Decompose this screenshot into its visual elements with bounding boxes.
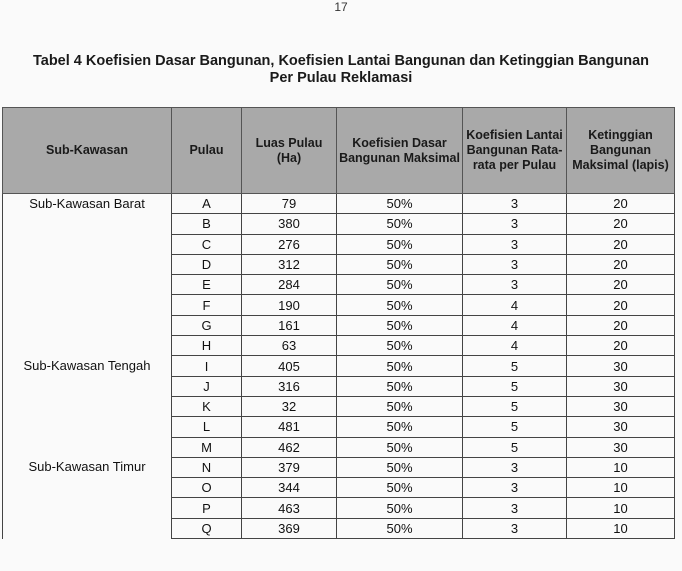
kdb-cell: 50% [337,518,463,538]
header-ketinggian: Ketinggian Bangunan Maksimal (lapis) [567,108,675,194]
klb-cell: 3 [463,457,567,477]
header-klb: Koefisien Lantai Bangunan Rata-rata per Pulau [463,108,567,194]
header-sub-kawasan: Sub-Kawasan [3,108,172,194]
klb-cell: 3 [463,275,567,295]
klb-cell: 3 [463,194,567,214]
pulau-cell: M [172,437,242,457]
klb-cell: 4 [463,295,567,315]
klb-cell: 3 [463,498,567,518]
luas-cell: 380 [242,214,337,234]
luas-cell: 190 [242,295,337,315]
klb-cell: 5 [463,396,567,416]
pulau-cell: Q [172,518,242,538]
kdb-cell: 50% [337,457,463,477]
pulau-cell: L [172,417,242,437]
ketinggian-cell: 20 [567,275,675,295]
luas-cell: 316 [242,376,337,396]
ketinggian-cell: 20 [567,194,675,214]
ketinggian-cell: 20 [567,295,675,315]
ketinggian-cell: 30 [567,396,675,416]
kdb-cell: 50% [337,275,463,295]
luas-cell: 462 [242,437,337,457]
luas-cell: 32 [242,396,337,416]
pulau-cell: D [172,254,242,274]
sub-kawasan-cell: Sub-Kawasan Barat [3,194,172,356]
klb-cell: 4 [463,315,567,335]
kdb-cell: 50% [337,498,463,518]
pulau-cell: F [172,295,242,315]
klb-cell: 3 [463,234,567,254]
klb-cell: 3 [463,254,567,274]
pulau-cell: B [172,214,242,234]
kdb-cell: 50% [337,194,463,214]
sub-kawasan-cell: Sub-Kawasan Timur [3,457,172,538]
klb-cell: 3 [463,518,567,538]
pulau-cell: P [172,498,242,518]
luas-cell: 312 [242,254,337,274]
luas-cell: 463 [242,498,337,518]
pulau-cell: J [172,376,242,396]
luas-cell: 276 [242,234,337,254]
pulau-cell: O [172,478,242,498]
header-pulau: Pulau [172,108,242,194]
sub-kawasan-cell: Sub-Kawasan Tengah [3,356,172,457]
pulau-cell: A [172,194,242,214]
ketinggian-cell: 30 [567,437,675,457]
table-row [3,356,675,376]
luas-cell: 79 [242,194,337,214]
luas-cell: 63 [242,336,337,356]
kdb-cell: 50% [337,417,463,437]
table-row [3,194,675,214]
kdb-cell: 50% [337,396,463,416]
ketinggian-cell: 20 [567,315,675,335]
ketinggian-cell: 30 [567,356,675,376]
kdb-cell: 50% [337,214,463,234]
ketinggian-cell: 10 [567,498,675,518]
page-number: 17 [334,0,348,14]
pulau-cell: H [172,336,242,356]
ketinggian-cell: 10 [567,457,675,477]
kdb-cell: 50% [337,356,463,376]
luas-cell: 161 [242,315,337,335]
table-body [3,194,675,539]
klb-cell: 4 [463,336,567,356]
ketinggian-cell: 20 [567,234,675,254]
pulau-cell: G [172,315,242,335]
ketinggian-cell: 10 [567,478,675,498]
kdb-cell: 50% [337,437,463,457]
header-luas: Luas Pulau (Ha) [242,108,337,194]
klb-cell: 5 [463,437,567,457]
luas-cell: 369 [242,518,337,538]
kdb-cell: 50% [337,295,463,315]
luas-cell: 481 [242,417,337,437]
luas-cell: 405 [242,356,337,376]
ketinggian-cell: 20 [567,336,675,356]
ketinggian-cell: 20 [567,254,675,274]
ketinggian-cell: 10 [567,518,675,538]
klb-cell: 3 [463,478,567,498]
luas-cell: 379 [242,457,337,477]
klb-cell: 5 [463,376,567,396]
kdb-cell: 50% [337,234,463,254]
kdb-klb-table [2,107,675,539]
pulau-cell: K [172,396,242,416]
luas-cell: 284 [242,275,337,295]
klb-cell: 3 [463,214,567,234]
ketinggian-cell: 20 [567,214,675,234]
kdb-cell: 50% [337,478,463,498]
ketinggian-cell: 30 [567,376,675,396]
kdb-cell: 50% [337,336,463,356]
luas-cell: 344 [242,478,337,498]
kdb-cell: 50% [337,315,463,335]
pulau-cell: C [172,234,242,254]
pulau-cell: N [172,457,242,477]
kdb-cell: 50% [337,254,463,274]
ketinggian-cell: 30 [567,417,675,437]
klb-cell: 5 [463,356,567,376]
table-header-row [3,108,675,194]
table-caption: Tabel 4 Koefisien Dasar Bangunan, Koefisien Lantai Bangunan dan Ketinggian Bangunan Per Pulau Reklamasi [32,53,650,86]
kdb-cell: 50% [337,376,463,396]
klb-cell: 5 [463,417,567,437]
pulau-cell: I [172,356,242,376]
header-kdb: Koefisien Dasar Bangunan Maksimal [337,108,463,194]
pulau-cell: E [172,275,242,295]
table-row [3,457,675,477]
